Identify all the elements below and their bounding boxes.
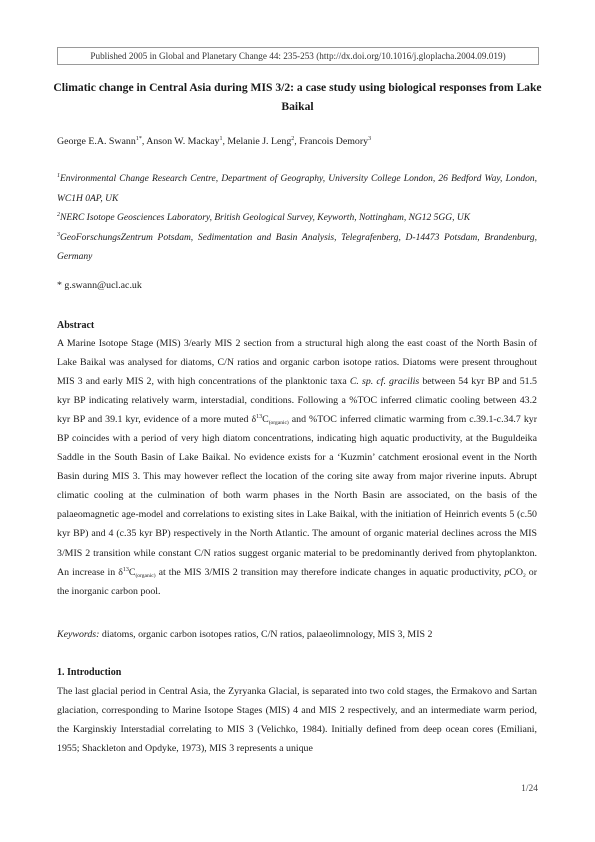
author-list: George E.A. Swann$^{1*}$, Anson W. Mackay$^1$, Melanie J. Leng$^2$, Francois Demory$^3$ (57, 136, 372, 147)
isotope-letter: C (128, 566, 136, 578)
affiliation-marker: 2 (57, 212, 60, 218)
author-affiliation-marker: 1* (135, 136, 142, 142)
keywords (57, 629, 432, 640)
abstract-segment: or the inorganic carbon pool. (57, 566, 538, 597)
pco2-subscript: 2 (522, 572, 526, 579)
pco2-co: CO (509, 566, 523, 578)
page-number: 1/24 (521, 784, 538, 794)
affiliation-marker: 1 (57, 173, 60, 179)
abstract-segment: and %TOC inferred climatic warming from c.39.1-c.34.7 kyr BP coincides with a period of very high diatom concentrations, indicating high aquatic productivity, at the Buguldeika Saddle in the South Basin of Lake Baikal. No evidence exists for a ‘Kuzmin’ catchment erosional event in the North Basin during MIS 3. This may however reflect the location of the coring site away from major riverine inputs. Abrupt climatic cooling at the culmination of both warm phases in the North Basin are associated, on the basis of the palaeomagnetic age-model and correlations to existing sites in Lake Baikal, with the initiation of Heinrich events 5 (c.50 kyr BP) and 4 (c.35 kyr BP) respectively in the North Atlantic. The amount of organic material declines across the MIS 3/MIS 2 transition while constant C/N ratios suggest organic material to be predominantly derived from phytoplankton. An increase in δ (57, 414, 537, 578)
affiliations (57, 170, 537, 268)
isotope-letter: C (262, 414, 269, 426)
affiliation (57, 209, 537, 229)
author-name: Anson W. Mackay (146, 136, 220, 147)
affiliation-marker: 3 (57, 231, 60, 238)
taxon-name: C. sp. cf. gracilis (349, 376, 420, 388)
isotope-subscript: (organic) (268, 420, 289, 427)
author-affiliation-marker: 3 (368, 136, 372, 142)
isotope-subscript: (organic) (135, 572, 156, 579)
paper-title: Climatic change in Central Asia during MIS 3/2: a case study using biological responses from Lake Baikal (53, 81, 542, 113)
isotope-superscript: 13 (256, 414, 263, 421)
abstract-heading: Abstract (57, 320, 95, 331)
pco2-p: p (504, 566, 510, 578)
corresponding-email[interactable]: * g.swann@ucl.ac.uk (57, 280, 142, 291)
author-name: Francois Demory (299, 136, 369, 147)
affiliation (57, 229, 537, 268)
abstract-segment: at the MIS 3/MIS 2 transition may therefore indicate changes in aquatic productivity, (155, 566, 505, 578)
introduction-heading: 1. Introduction (57, 667, 122, 678)
author-name: George E.A. Swann (57, 136, 136, 147)
author-name: Melanie J. Leng (227, 136, 292, 147)
introduction-text: The last glacial period in Central Asia, the Zyryanka Glacial, is separated into two cold stages, the Ermakovo and Sartan glaciation, corresponding to Marine Isotope Stages (MIS) 4 and MIS 2 respectively, and an intermediate warm period, the Karginskiy Interstadial correlating to MIS 3 (Velichko, 1984). Initially defined from deep ocean cores (Emiliani, 1955; Shackleton and Opdyke, 1973), MIS 3 represents a unique (57, 686, 537, 755)
author-affiliation-marker: 2 (291, 136, 295, 142)
affiliation (57, 170, 537, 209)
affiliation-text: Environmental Change Research Centre, Department of Geography, University College London, 26 Bedford Way, London, WC1H 0AP, UK (57, 174, 537, 204)
abstract-text (57, 334, 537, 601)
author-affiliation-marker: 1 (219, 136, 223, 142)
abstract-segment: A Marine Isotope Stage (MIS) 3/early MIS 2 section from a structural high along the east coast of the North Basin of Lake Baikal was analysed for diatoms, C/N ratios and organic carbon isotope ratios. Diatoms were present throughout MIS 3 and early MIS 2, with high concentrations of the planktonic taxa (57, 338, 537, 388)
abstract-segment: between 54 kyr BP and 51.5 kyr BP indicating relatively warm, interstadial, conditions. Following a %TOC inferred climatic cooling between 43.2 kyr BP and 39.1 kyr, evidence of a more muted δ (57, 376, 537, 426)
publication-note: Published 2005 in Global and Planetary Change 44: 235-253 (http://dx.doi.org/10.1016/j.gloplacha.2004.09.019) (57, 47, 539, 65)
isotope-superscript: 13 (122, 566, 129, 573)
keywords-text: diatoms, organic carbon isotopes ratios, C/N ratios, palaeolimnology, MIS 3, MIS 2 (99, 629, 433, 640)
keywords-label: Keywords: (57, 629, 100, 640)
affiliation-text: GeoForschungsZentrum Potsdam, Sedimentation and Basin Analysis, Telegrafenberg, D-14473 Potsdam, Brandenburg, Germany (57, 232, 537, 262)
affiliation-text: NERC Isotope Geosciences Laboratory, British Geological Survey, Keyworth, Nottingham, NG12 5GG, UK (60, 213, 471, 223)
